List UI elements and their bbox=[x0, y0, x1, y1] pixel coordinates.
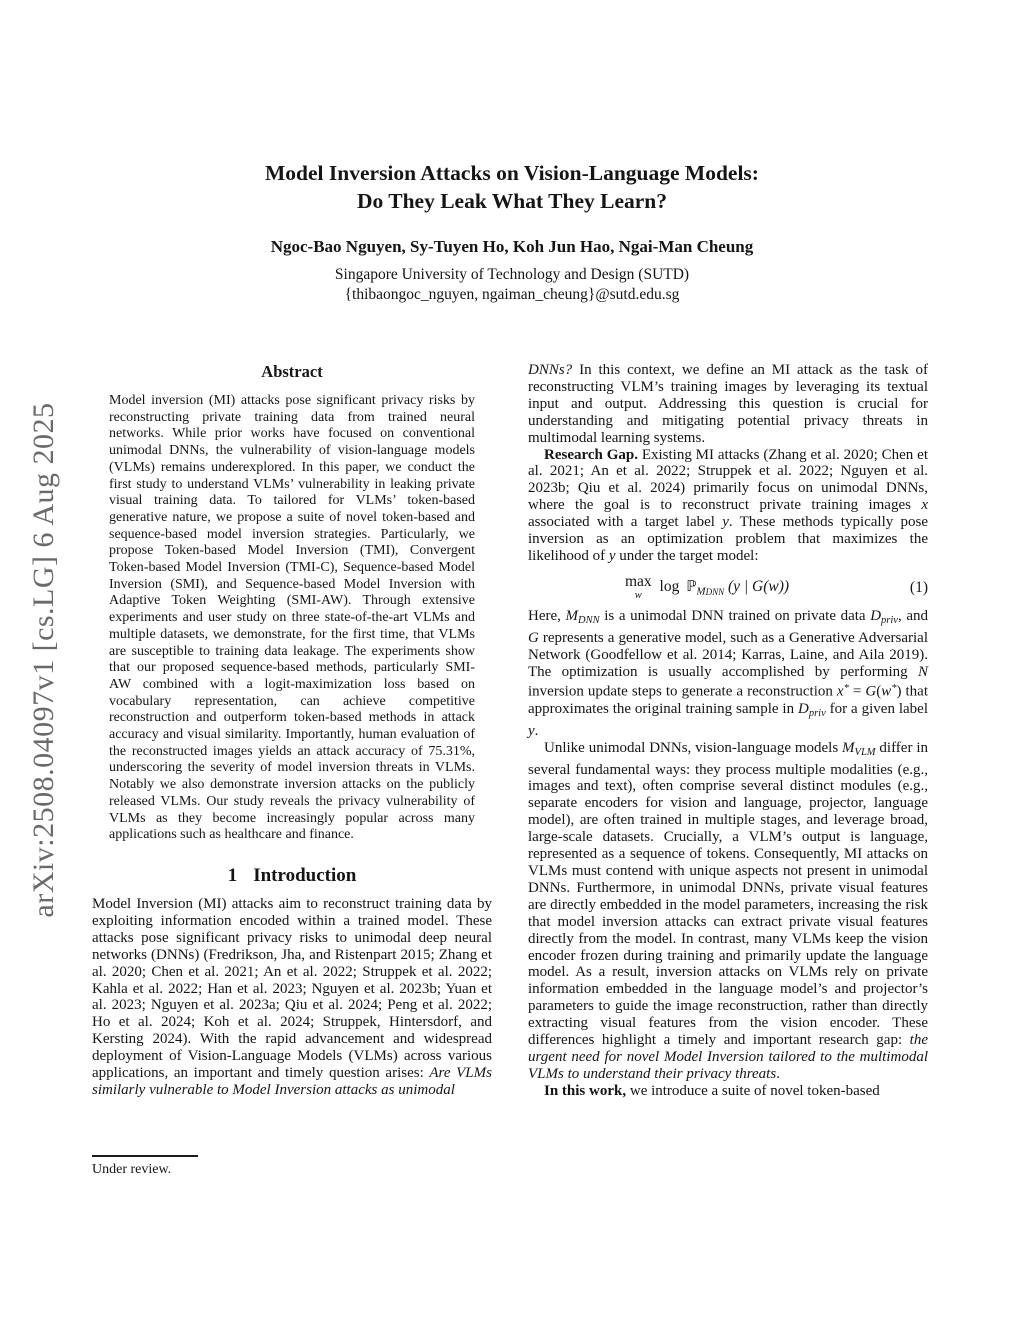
right-paragraphs-after-equation bbox=[528, 608, 928, 1100]
equation-body: max w log ℙ$_{MDNN}$ (y | G(w)) bbox=[624, 572, 790, 602]
arxiv-watermark: arXiv:2508.04097v1 [cs.LG] 6 Aug 2025 bbox=[27, 402, 60, 918]
footnote-rule bbox=[92, 1155, 198, 1157]
intro-paragraphs bbox=[92, 896, 492, 1099]
right-paragraphs-before-equation bbox=[528, 362, 928, 565]
paragraph: Unlike unimodal DNNs, vision-language models $M_{VLM}$ differ in several fundamental ways: they process multiple modalities (e.g., images and text), often comprise several distinct modules (e.g., separate encoders for vision and language, projector, language model), are often trained in multiple stages, and leverage broad, large-scale datasets. Crucially, a VLM’s output is language, represented as a sequence of tokens. Consequently, MI attacks on VLMs must contend with unique aspects not present in unimodal DNNs. Furthermore, in unimodal DNNs, private visual features are directly embedded in the model parameters, increasing the risk that model inversion attacks can extract private visual features directly from the model. In contrast, many VLMs keep the vision encoder frozen during training and primarily update the language model. As a result, inversion attacks on VLMs rely on private information embedded in the language model’s and projector’s parameters to guide the image reconstruction, rather than directly extracting visual features from the vision encoder. These differences highlight a timely and important research gap: the urgent need for novel Model Inversion tailored to the multimodal VLMs to understand their privacy threats. bbox=[528, 739, 928, 1082]
two-column-body bbox=[92, 362, 928, 1100]
section-number: 1 bbox=[227, 864, 238, 886]
affiliation-line: Singapore University of Technology and Design (SUTD) bbox=[334, 266, 690, 283]
paper-title-line1: Model Inversion Attacks on Vision-Language Models: bbox=[265, 161, 759, 185]
abstract-text: Model inversion (MI) attacks pose significant privacy risks by reconstructing private training data from trained neural networks. While prior works have focused on conventional unimodal DNNs, the vulnerability of vision-language models (VLMs) remains underexplored. In this paper, we conduct the first study to understand VLMs’ vulnerability in leaking private visual training data. To tailored for VLMs’ token-based generative nature, we propose a suite of novel token-based and sequence-based model inversion strategies. Particularly, we propose Token-based Model Inversion (TMI), Convergent Token-based Model Inversion (TMI-C), Sequence-based Model Inversion (SMI), and Sequence-based Model Inversion with Adaptive Token Weighting (SMI-AW). Through extensive experiments and user study on three state-of-the-art VLMs and multiple datasets, we demonstrate, for the first time, that VLMs are susceptible to training data leakage. The experiments show that our proposed sequence-based methods, particularly SMI-AW combined with a logit-maximization loss based on vocabulary representation, can achieve competitive reconstruction and outperform token-based methods in attack accuracy and visual similarity. Importantly, human evaluation of the reconstructed images yields an attack accuracy of 75.31%, underscoring the severity of model inversion threats in VLMs. Notably we also demonstrate inversion attacks on the publicly released VLMs. Our study reveals the privacy vulnerability of VLMs as they become increasingly popular across many applications such as healthcare and finance. bbox=[109, 393, 475, 843]
equation-max-operator: max w bbox=[624, 572, 652, 602]
column-left bbox=[92, 362, 492, 1100]
footnote-text: Under review. bbox=[92, 1162, 172, 1177]
probability-symbol: ℙ bbox=[686, 578, 697, 596]
paragraph: In this work, we introduce a suite of novel token-based bbox=[544, 1082, 880, 1099]
column-right bbox=[528, 362, 928, 1100]
paragraph: Model Inversion (MI) attacks aim to reconstruct training data by exploiting information encoded within a trained model. These attacks pose significant privacy risks to unimodal deep neural networks (DNNs) (Fredrikson, Jha, and Ristenpart 2015; Zhang et al. 2020; Chen et al. 2021; An et al. 2022; Struppek et al. 2022; Kahla et al. 2022; Han et al. 2023; Nguyen et al. 2023b; Yuan et al. 2023; Nguyen et al. 2023a; Qiu et al. 2024; Peng et al. 2022; Ho et al. 2024; Koh et al. 2024; Struppek, Hintersdorf, and Kersting 2024). With the rapid advancement and widespread deployment of Vision-Language Models (VLMs) across various applications, an important and timely question arises: Are VLMs similarly vulnerable to Model Inversion attacks as unimodal bbox=[92, 895, 492, 1098]
abstract-heading: Abstract bbox=[261, 362, 323, 381]
paragraph: Here, $M_{DNN}$ is a unimodal DNN trained on private data $D_{priv}$, and G represents a generative model, such as a Generative Adversarial Network (Goodfellow et al. 2014; Karras, Laine, and Aila 2019). The optimization is usually accomplished by performing N inversion update steps to generate a reconstruction x* = G(w*) that approximates the original training sample in $D_{priv}$ for a given label y. bbox=[528, 608, 928, 739]
email-line: {thibaongoc_nguyen, ngaiman_cheung}@sutd.edu.sg bbox=[344, 285, 680, 303]
paragraph: Research Gap. Existing MI attacks (Zhang et al. 2020; Chen et al. 2021; An et al. 2022; Struppek et al. 2022; Nguyen et al. 2023b; Qiu et al. 2024) primarily focus on unimodal DNNs, where the goal is to reconstruct private training images x associated with a target label y. These methods typically pose inversion as an optimization problem that maximizes the likelihood of y under the target model: bbox=[528, 446, 928, 564]
paper-title-line2: Do They Leak What They Learn? bbox=[356, 188, 667, 213]
authors-line: Ngoc-Bao Nguyen, Sy-Tuyen Ho, Koh Jun Hao, Ngai-Man Cheung bbox=[270, 237, 754, 256]
equation-1 bbox=[528, 574, 928, 601]
section-title: Introduction bbox=[253, 864, 357, 886]
paragraph: DNNs? In this context, we define an MI attack as the task of reconstructing VLM’s training images by leveraging its textual input and output. Addressing this question is crucial for understanding and mitigating potential privacy threats in multimodal learning systems. bbox=[528, 362, 928, 446]
equation-number: (1) bbox=[909, 578, 928, 596]
paper-title bbox=[0, 160, 1024, 215]
footnote bbox=[92, 1155, 198, 1178]
section-heading-introduction bbox=[92, 865, 492, 887]
